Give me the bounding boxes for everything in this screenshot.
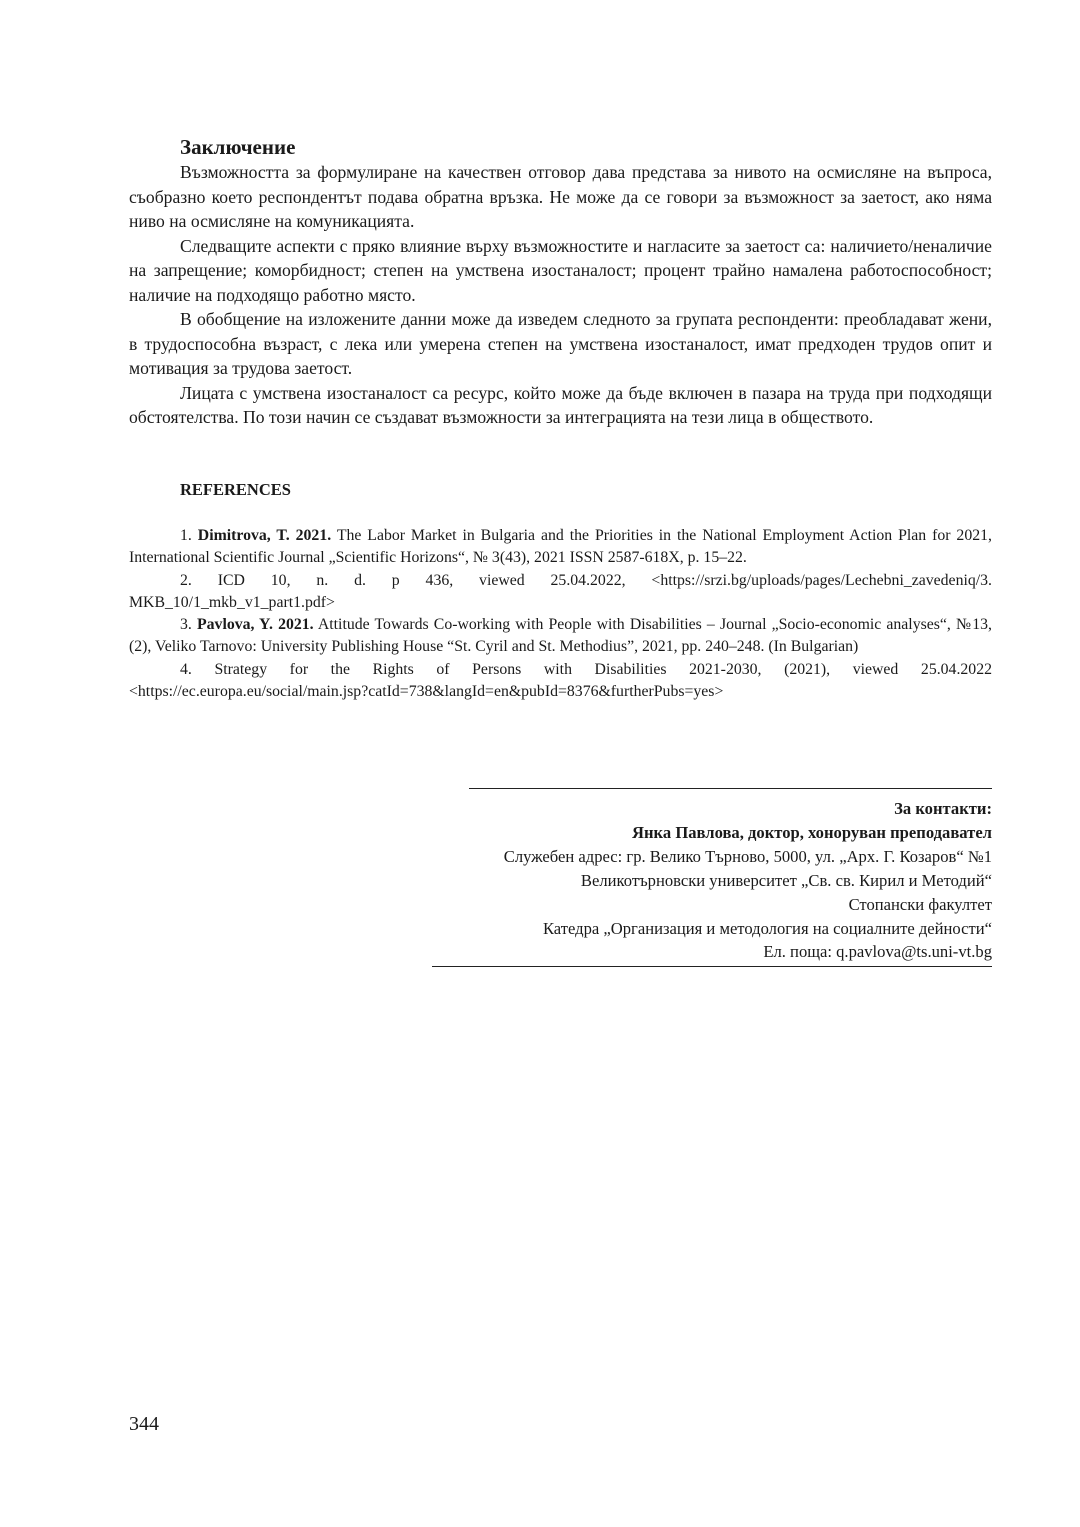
references-heading: REFERENCES: [180, 480, 291, 499]
conclusion-body: [129, 160, 992, 430]
conclusion-paragraph: Възможността за формулиране на качествен отговор дава представа за нивото на осмисляне на въпроса, съобразно което респондентът подава обратна връзка. Не може да се говори за възможност за заетост, ако няма ниво на осмисляне на комуникацията.: [129, 162, 992, 231]
reference-item: [129, 659, 992, 704]
reference-item: [129, 525, 992, 570]
reference-number: 1.: [180, 527, 192, 544]
references-list: [129, 525, 992, 703]
reference-text: The Labor Market in Bulgaria and the Priorities in the National Employment Action Plan for 2021, International Scientific Journal „Scientific Horizons“, № 3(43), 2021 ISSN 2587-618X, p. 15–22.: [129, 527, 992, 567]
contacts-name: Янка Павлова, доктор, хоноруван преподавател: [632, 822, 992, 842]
reference-item: [129, 614, 992, 659]
conclusion-paragraph: Лицата с умствена изостаналост са ресурс, който може да бъде включен в пазара на труда при подходящи обстоятелства. По този начин се създават възможности за интеграцията на тези лица в обществото.: [129, 382, 992, 427]
contacts-department: Катедра „Организация и методология на социалните дейности“: [542, 918, 992, 938]
conclusion-paragraph: Следващите аспекти с пряко влияние върху възможностите и нагласите за заетост са: наличието/неналичие на запрещение; коморбидност; степен на умствена изостаналост; процент трайно намалена работоспособност; наличие на подходящо работно място.: [129, 235, 992, 305]
reference-text: Attitude Towards Co-working with People with Disabilities – Journal „Socio-economic analyses“, №13, (2), Veliko Tarnovo: University Publishing House “St. Cyril and St. Methodius”, 2021, pp. 240–248. (In Bulgarian): [129, 616, 992, 656]
reference-text: ICD 10, n. d. p 436, viewed 25.04.2022, <https://srzi.bg/uploads/pages/Lechebni_zavedeniq/3. MKB_10/1_mkb_v1_part1.pdf>: [129, 571, 992, 611]
reference-author: Dimitrova, T. 2021.: [197, 527, 332, 544]
contacts-bottom-divider: [432, 966, 992, 967]
contacts-top-divider: [469, 788, 992, 789]
contacts-label: За контакти:: [894, 799, 992, 818]
reference-number: 3.: [180, 616, 192, 634]
conclusion-heading: Заключение: [180, 135, 296, 159]
contacts-block: [400, 797, 992, 964]
reference-number: 4.: [180, 660, 192, 678]
contacts-university: Великотърновски университет „Св. св. Кирил и Методий“: [580, 870, 992, 890]
reference-number: 2.: [180, 571, 192, 589]
reference-item: [129, 570, 992, 615]
reference-author: Pavlova, Y. 2021.: [197, 616, 314, 634]
contacts-address: Служебен адрес: гр. Велико Търново, 5000, ул. „Арх. Г. Козаров“ №1: [503, 846, 992, 866]
conclusion-paragraph: В обобщение на изложените данни може да изведем следното за групата респонденти: преобладават жени, в трудоспособна възраст, с лека или умерена степен на умствена изостаналост, имат предходен трудов опит и мотивация за трудова заетост.: [129, 309, 992, 378]
page-number: 344: [129, 1413, 159, 1435]
contacts-email: Ел. поща: q.pavlova@ts.uni-vt.bg: [763, 942, 992, 962]
reference-text: Strategy for the Rights of Persons with Disabilities 2021-2030, (2021), viewed 25.04.2022 <https://ec.europa.eu/social/main.jsp?catId=738&langId=en&pubId=8376&furtherPubs=yes>: [129, 660, 993, 701]
contacts-faculty: Стопански факултет: [848, 894, 992, 914]
